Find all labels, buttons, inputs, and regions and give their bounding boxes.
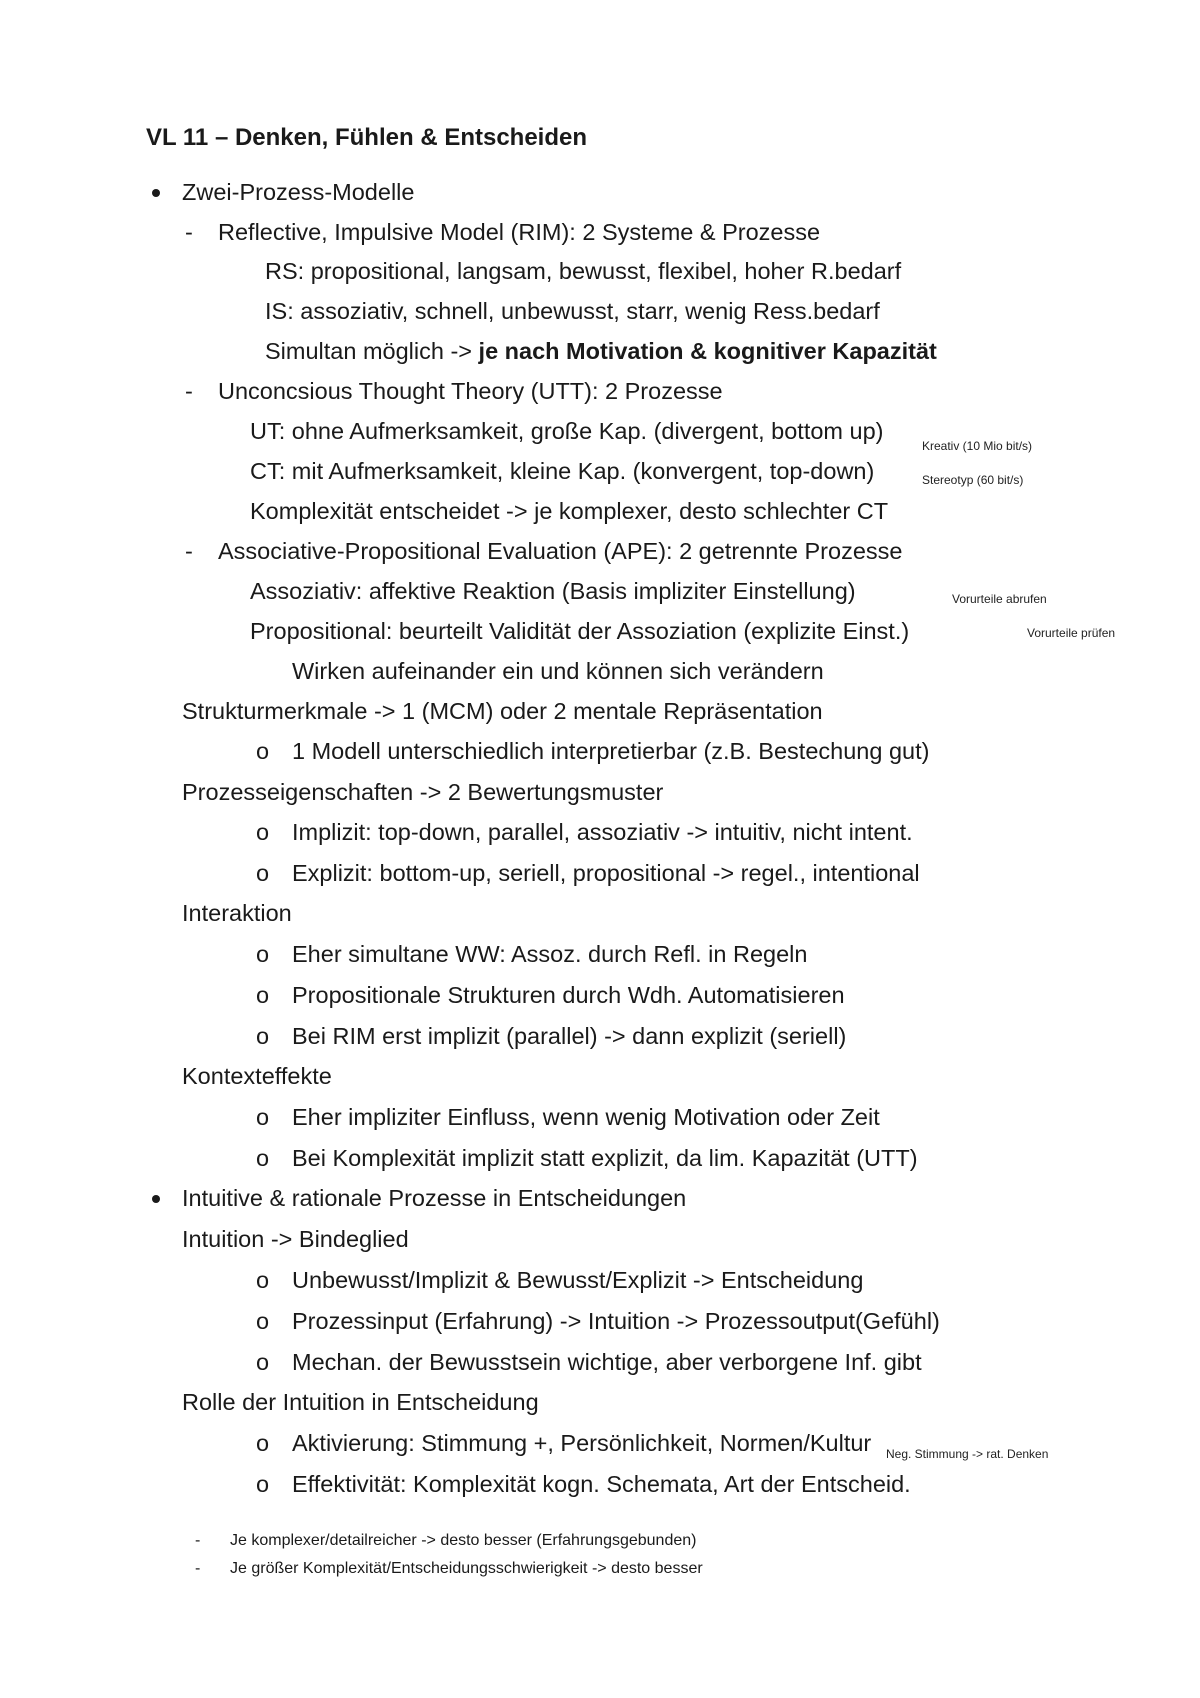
margin-note: Stereotyp (60 bit/s): [922, 473, 1024, 487]
subheading: Strukturmerkmale -> 1 (MCM) oder 2 mentale Repräsentation: [182, 698, 823, 724]
list-item: 1 Modell unterschiedlich interpretierbar (z.B. Bestechung gut): [292, 738, 930, 764]
margin-note: Kreativ (10 Mio bit/s): [922, 439, 1033, 453]
page-title: VL 11 – Denken, Fühlen & Entscheiden: [146, 124, 588, 151]
list-item: Assoziativ: affektive Reaktion (Basis impliziter Einstellung): [250, 578, 856, 604]
list-item: Prozessinput (Erfahrung) -> Intuition -> Prozessoutput(Gefühl): [292, 1308, 940, 1334]
list-item: Explizit: bottom-up, seriell, propositional -> regel., intentional: [292, 860, 920, 886]
list-item: UT: ohne Aufmerksamkeit, große Kap. (divergent, bottom up): [250, 418, 884, 444]
circle-bullet-icon: o: [256, 819, 270, 845]
dash-icon: -: [195, 1532, 201, 1549]
list-item: CT: mit Aufmerksamkeit, kleine Kap. (konvergent, top-down): [250, 458, 875, 484]
circle-bullet-icon: o: [256, 1471, 270, 1497]
list-item: Reflective, Impulsive Model (RIM): 2 Systeme & Prozesse: [218, 219, 821, 245]
circle-bullet-icon: o: [256, 982, 270, 1008]
circle-bullet-icon: o: [256, 1430, 270, 1456]
section-heading: Zwei-Prozess-Modelle: [182, 179, 415, 205]
list-item: Unbewusst/Implizit & Bewusst/Explizit -> Entscheidung: [292, 1267, 864, 1293]
list-item: Unconcsious Thought Theory (UTT): 2 Prozesse: [218, 378, 723, 404]
list-item: Propositional: beurteilt Validität der Assoziation (explizite Einst.): [250, 618, 910, 644]
list-item: Wirken aufeinander ein und können sich verändern: [292, 658, 824, 684]
margin-note: Neg. Stimmung -> rat. Denken: [886, 1447, 1049, 1461]
list-item: Komplexität entscheidet -> je komplexer, desto schlechter CT: [250, 498, 889, 524]
list-item: IS: assoziativ, schnell, unbewusst, starr, wenig Ress.bedarf: [265, 298, 880, 324]
dash-icon: -: [195, 1560, 201, 1577]
circle-bullet-icon: o: [256, 941, 270, 967]
circle-bullet-icon: o: [256, 1104, 270, 1130]
circle-bullet-icon: o: [256, 1145, 270, 1171]
list-item: Mechan. der Bewusstsein wichtige, aber verborgene Inf. gibt: [292, 1349, 922, 1375]
circle-bullet-icon: o: [256, 1349, 270, 1375]
subheading: Rolle der Intuition in Entscheidung: [182, 1389, 539, 1415]
subheading: Prozesseigenschaften -> 2 Bewertungsmuster: [182, 779, 664, 805]
subheading: Interaktion: [182, 900, 292, 926]
list-item: Aktivierung: Stimmung +, Persönlichkeit, Normen/Kultur: [292, 1430, 872, 1456]
section-heading: Intuitive & rationale Prozesse in Entscheidungen: [182, 1185, 687, 1211]
bullet-icon: [152, 189, 160, 197]
circle-bullet-icon: o: [256, 738, 270, 764]
list-item: Eher impliziter Einfluss, wenn wenig Motivation oder Zeit: [292, 1104, 880, 1130]
list-item: Associative-Propositional Evaluation (APE): 2 getrennte Prozesse: [218, 538, 903, 564]
list-item: RS: propositional, langsam, bewusst, flexibel, hoher R.bedarf: [265, 258, 902, 284]
dash-icon: -: [185, 378, 193, 404]
circle-bullet-icon: o: [256, 1023, 270, 1049]
subheading: Kontexteffekte: [182, 1063, 332, 1089]
bullet-icon: [152, 1195, 160, 1203]
list-item: Eher simultane WW: Assoz. durch Refl. in Regeln: [292, 941, 808, 967]
list-item: Propositionale Strukturen durch Wdh. Automatisieren: [292, 982, 845, 1008]
list-item: Bei RIM erst implizit (parallel) -> dann explizit (seriell): [292, 1023, 847, 1049]
list-item: Bei Komplexität implizit statt explizit, da lim. Kapazität (UTT): [292, 1145, 918, 1171]
list-item: [265, 337, 937, 365]
circle-bullet-icon: o: [256, 1267, 270, 1293]
margin-note: Vorurteile abrufen: [952, 592, 1047, 606]
list-item: Implizit: top-down, parallel, assoziativ -> intuitiv, nicht intent.: [292, 819, 913, 845]
text-bold: je nach Motivation & kognitiver Kapazität: [478, 338, 937, 364]
dash-icon: -: [185, 219, 193, 245]
text-regular: Simultan möglich ->: [265, 338, 479, 364]
margin-note: Vorurteile prüfen: [1027, 626, 1116, 640]
subheading: Intuition -> Bindeglied: [182, 1226, 409, 1252]
list-item: Effektivität: Komplexität kogn. Schemata, Art der Entscheid.: [292, 1471, 911, 1497]
dash-icon: -: [185, 538, 193, 564]
list-item: Je größer Komplexität/Entscheidungsschwierigkeit -> desto besser: [230, 1560, 703, 1577]
circle-bullet-icon: o: [256, 1308, 270, 1334]
list-item: Je komplexer/detailreicher -> desto besser (Erfahrungsgebunden): [230, 1532, 697, 1549]
circle-bullet-icon: o: [256, 860, 270, 886]
